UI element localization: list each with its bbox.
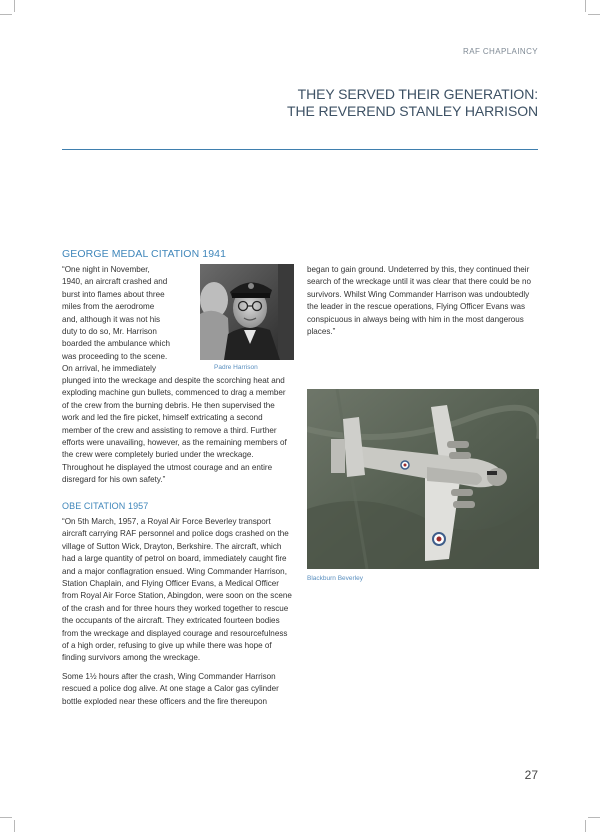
blackburn-beverley-photo [307,389,539,569]
crop-mark [588,14,600,15]
crop-mark [14,820,15,832]
obe-paragraph-1: “On 5th March, 1957, a Royal Air Force Beverley transport aircraft carrying RAF personnel and police dogs crashed on the village of Sutton Wick, Drayton, Berkshire. The aircraft, which had a large quantity of petrol on board, immediately caught fire and a major conflagration ensued. Wing Commander Harrison, Station Chaplain, and Flying Officer Evans, a Medical Officer from Royal Air Force Station, Abingdon, were soon on the scene of the crash and for three hours they worked together to rescue the occupants of the aircraft. They extricated fourteen bodies from the wreckage and displayed courage and resourcefulness of a high order, refusing to give up while there was hope of finding survivors among the wreckage. [62,517,292,663]
text-line: miles from the aerodrome [62,302,155,312]
page-number: 27 [524,768,538,782]
crop-mark [14,0,15,12]
padre-harrison-photo [200,264,294,360]
obe-citation-text [62,516,296,708]
george-medal-heading: GEORGE MEDAL CITATION 1941 [62,248,227,260]
obe-heading: OBE CITATION 1957 [62,501,149,511]
crop-mark [0,14,12,15]
text-line: burst into flames about three [62,289,165,299]
title-line-2: THE REVEREND STANLEY HARRISON [287,103,538,119]
text-line: boarded the ambulance which [62,339,170,349]
obe-paragraph-2: Some 1½ hours after the crash, Wing Commander Harrison rescued a police dog alive. At one stage a Calor gas cylinder bottle exploded near these officers and the fire thereupon [62,671,279,706]
text-line: and, although it was not his [62,314,161,324]
aircraft-illustration [307,389,539,569]
text-line: was proceeding to the scene. [62,351,168,361]
portrait-illustration [200,264,294,360]
george-medal-wrap-text [62,264,202,376]
crop-mark [585,820,586,832]
crop-mark [585,0,586,12]
text-line: duty to do so, Mr. Harrison [62,327,157,337]
beverley-photo-caption: Blackburn Beverley [307,575,363,582]
padre-photo-caption: Padre Harrison [214,364,258,371]
right-column-text: began to gain ground. Undeterred by this, they continued their search of the wreckage until it was clear that there could be no survivors. Whilst Wing Commander Harrison was undoubtedly the leader in the rescue operations, Flying Officer Evans was conspicuous in always being with him in the most dangerous places.” [307,265,532,337]
text-line: On arrival, he immediately [62,364,157,374]
text-line: “One night in November, [62,265,150,274]
page-title [287,86,538,120]
running-header: RAF CHAPLAINCY [463,47,538,56]
crop-mark [588,817,600,818]
text-line: 1940, an aircraft crashed and [62,277,168,287]
crop-mark [0,817,12,818]
title-divider [62,149,538,150]
title-line-1: THEY SERVED THEIR GENERATION: [297,86,538,102]
george-medal-continuation: plunged into the wreckage and despite the scorching heat and exploding machine gun bullets, commenced to drag a member of the crew from the burning debris. He then supervised the work and led the fire picket, himself extricating a second member of the crew and assisting to remove a third. Further efforts were unavailing, however, as the remaining members of the crew were completely buried under the wreckage. Throughout he displayed the utmost courage and an entire disregard for his own safety.” [62,376,287,485]
